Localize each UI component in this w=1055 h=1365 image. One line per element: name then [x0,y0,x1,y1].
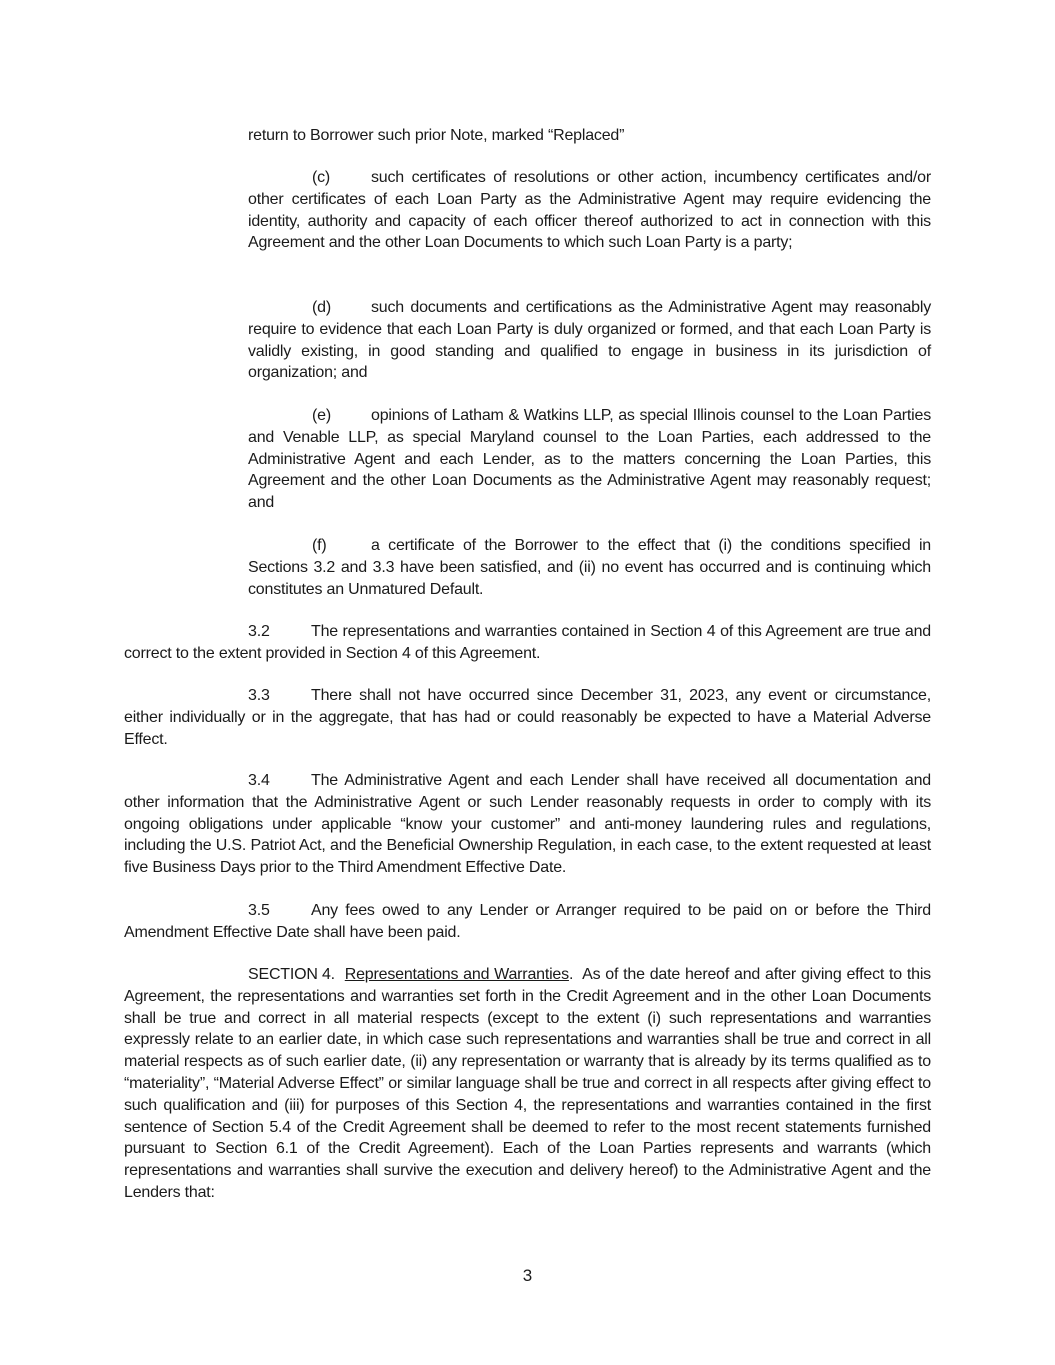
page-number: 3 [522,1266,533,1285]
section-number: 3.5 [248,902,270,919]
section-number: 3.4 [248,772,270,789]
clause-d [248,297,931,384]
clause-c [248,167,931,254]
section-4-heading: SECTION 4. [248,966,335,983]
section-text: The Administrative Agent and each Lender shall have received all documentation and other information that the Administrative Agent or such Lender reasonably requests in order to comply with its ongoing obligations under applicable “know your customer” and anti-money laundering rules and regulations, including the U.S. Patriot Act, and the Beneficial Ownership Regulation, in each case, to the extent requested at least five Business Days prior to the Third Amendment Effective Date. [124,772,931,877]
section-4-title: Representations and Warranties [344,966,569,983]
clause-text: such documents and certifications as the Administrative Agent may reasonably require to evidence that each Loan Party is duly organized or formed, and that each Loan Party is validly existing, in good standing and qualified to engage in business in its jurisdiction of organization; and [248,299,931,382]
section-3-3 [124,685,931,750]
clause-text: opinions of Latham & Watkins LLP, as special Illinois counsel to the Loan Parties and Venable LLP, as special Maryland counsel to the Loan Parties, each addressed to the Administrative Agent and each Lender, as to the matters concerning the Loan Parties, this Agreement and the other Loan Documents as the Administrative Agent may reasonably request; and [248,407,931,512]
section-4 [124,964,931,1204]
clause-text: a certificate of the Borrower to the effect that (i) the conditions specified in Sections 3.2 and 3.3 have been satisfied, and (ii) no event has occurred and is continuing which constitutes an Unmatured Default. [248,537,931,598]
section-number: 3.2 [248,623,270,640]
section-4-text: As of the date hereof and after giving effect to this Agreement, the representations and warranties set forth in the Credit Agreement and in the other Loan Documents shall be true and correct in all material respects (except to the extent (i) such representations and warranties expressly relate to an earlier date, in which case such representations and warranties shall be true and correct in all material respects as of such earlier date, (ii) any representation or warranty that is already by its terms qualified as to “materiality”, “Material Adverse Effect” or similar language shall be true and correct in all respects after giving effect to such qualification and (iii) for purposes of this Section 4, the representations and warranties contained in the first sentence of Section 5.4 of the Credit Agreement shall be deemed to refer to the most recent statements furnished pursuant to Section 6.1 of the Credit Agreement). Each of the Loan Parties represents and warrants (which representations and warranties shall survive the execution and delivery hereof) to the Administrative Agent and the Lenders that: [124,966,931,1201]
clause-e [248,405,931,514]
clause-label: (e) [312,407,331,424]
clause-f [248,535,931,600]
section-number: 3.3 [248,687,270,704]
clause-label: (c) [312,169,331,186]
clause-label: (f) [312,537,327,554]
section-3-2 [124,621,931,665]
section-text: Any fees owed to any Lender or Arranger required to be paid on or before the Third Amendment Effective Date shall have been paid. [124,902,931,941]
section-text: There shall not have occurred since December 31, 2023, any event or circumstance, either individually or in the aggregate, that has had or could reasonably be expected to have a Material Adverse Effect. [124,687,931,748]
continuation-text: return to Borrower such prior Note, marked “Replaced” [248,127,625,144]
section-3-4 [124,770,931,879]
section-4-title-suffix: . [568,966,574,983]
section-text: The representations and warranties contained in Section 4 of this Agreement are true and correct to the extent provided in Section 4 of this Agreement. [124,623,931,662]
clause-label: (d) [312,299,331,316]
clause-text: such certificates of resolutions or other action, incumbency certificates and/or other certificates of each Loan Party as the Administrative Agent may require evidencing the identity, authority and capacity of each officer thereof authorized to act in connection with this Agreement and the other Loan Documents to which such Loan Party is a party; [248,169,931,252]
section-3-5 [124,900,931,944]
